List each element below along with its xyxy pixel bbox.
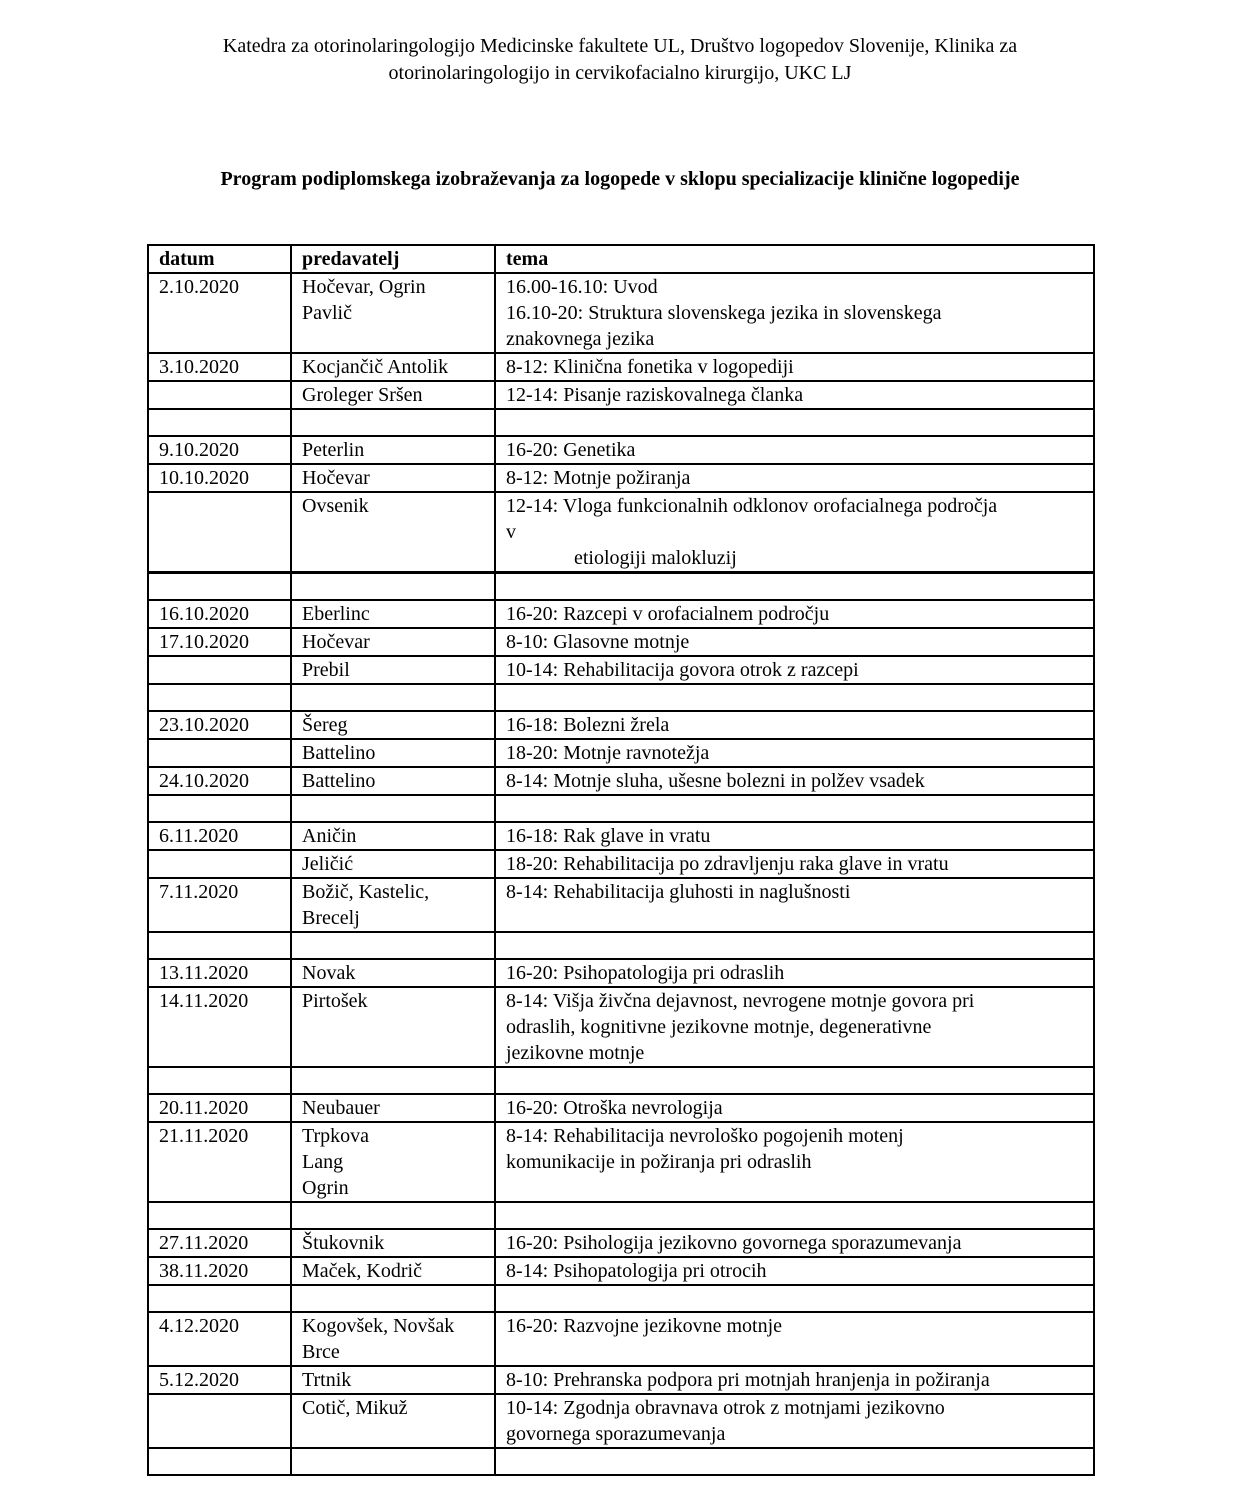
cell-predavatelj: [291, 1094, 495, 1122]
cell-tema: [495, 1366, 1094, 1394]
cell-datum: 20.11.2020: [148, 1094, 291, 1122]
cell-tema-line: 8-14: Višja živčna dejavnost, nevrogene motnje govora pri: [506, 990, 975, 1012]
cell-tema: [495, 1312, 1094, 1366]
cell-datum: 6.11.2020: [148, 822, 291, 850]
cell-datum: [148, 1285, 291, 1312]
cell-predavatelj: [291, 409, 495, 436]
cell-datum: 27.11.2020: [148, 1229, 291, 1257]
cell-tema-line: 8-10: Prehranska podpora pri motnjah hranjenja in požiranja: [506, 1369, 990, 1391]
cell-predavatelj: [291, 600, 495, 628]
cell-datum: 38.11.2020: [148, 1257, 291, 1285]
cell-predavatelj: [291, 1366, 495, 1394]
document-title: Program podiplomskega izobraževanja za logopede v sklopu specializacije klinične logopedije: [220, 168, 1020, 190]
cell-tema-line: 12-14: Vloga funkcionalnih odklonov orofacialnega področja: [506, 495, 998, 517]
cell-predavatelj-line: Neubauer: [302, 1097, 380, 1119]
cell-datum: [148, 795, 291, 822]
cell-predavatelj-line: Prebil: [302, 659, 350, 681]
cell-predavatelj: [291, 1285, 495, 1312]
table-spacer-row: [148, 573, 1094, 601]
header-line-2: otorinolaringologijo in cervikofacialno kirurgijo, UKC LJ: [388, 62, 852, 84]
cell-predavatelj: [291, 850, 495, 878]
cell-tema: [495, 795, 1094, 822]
document-header: [0, 33, 1240, 87]
cell-tema-line: 8-10: Glasovne motnje: [506, 631, 690, 653]
cell-datum: [148, 739, 291, 767]
table-header-row: [148, 245, 1094, 273]
table-row: [148, 273, 1094, 353]
cell-datum: [148, 1202, 291, 1229]
cell-datum: 17.10.2020: [148, 628, 291, 656]
cell-predavatelj: [291, 767, 495, 795]
cell-tema: [495, 1122, 1094, 1202]
table-row: [148, 628, 1094, 656]
cell-datum: [148, 850, 291, 878]
cell-predavatelj: [291, 573, 495, 601]
cell-predavatelj-line: Kogovšek, Novšak: [302, 1315, 455, 1337]
cell-predavatelj-line: Lang: [302, 1151, 344, 1173]
table-spacer-row: [148, 1448, 1094, 1475]
cell-predavatelj: [291, 822, 495, 850]
schedule-body: [148, 273, 1094, 1475]
cell-predavatelj: [291, 628, 495, 656]
table-row: [148, 987, 1094, 1067]
table-row: [148, 464, 1094, 492]
cell-tema: [495, 932, 1094, 959]
cell-datum: [148, 932, 291, 959]
table-row: [148, 1312, 1094, 1366]
cell-tema: [495, 1394, 1094, 1448]
cell-tema-line: 16-20: Psihologija jezikovno govornega sporazumevanja: [506, 1232, 962, 1254]
cell-tema-line: 8-12: Klinična fonetika v logopediji: [506, 356, 794, 378]
cell-datum: 3.10.2020: [148, 353, 291, 381]
cell-predavatelj: [291, 1229, 495, 1257]
cell-tema: [495, 711, 1094, 739]
cell-tema-line: komunikacije in požiranja pri odraslih: [506, 1151, 812, 1173]
table-row: [148, 959, 1094, 987]
cell-tema: [495, 959, 1094, 987]
cell-predavatelj-line: Ovsenik: [302, 495, 369, 517]
cell-predavatelj: [291, 1257, 495, 1285]
cell-predavatelj: [291, 1448, 495, 1475]
table-row: [148, 1257, 1094, 1285]
cell-predavatelj-line: Aničin: [302, 825, 357, 847]
cell-tema-line: 8-14: Rehabilitacija gluhosti in naglušnosti: [506, 881, 851, 903]
cell-tema: [495, 600, 1094, 628]
cell-datum: 16.10.2020: [148, 600, 291, 628]
cell-tema: [495, 381, 1094, 409]
table-row: [148, 436, 1094, 464]
cell-predavatelj-line: Božič, Kastelic,: [302, 881, 430, 903]
column-header-datum: datum: [148, 245, 291, 273]
cell-datum: 7.11.2020: [148, 878, 291, 932]
table-spacer-row: [148, 795, 1094, 822]
cell-tema-line: 16.00-16.10: Uvod: [506, 276, 658, 298]
cell-tema-line: 10-14: Rehabilitacija govora otrok z razcepi: [506, 659, 859, 681]
cell-datum: 9.10.2020: [148, 436, 291, 464]
cell-datum: 14.11.2020: [148, 987, 291, 1067]
cell-datum: 13.11.2020: [148, 959, 291, 987]
cell-tema-line: 12-14: Pisanje raziskovalnega članka: [506, 384, 804, 406]
cell-datum: [148, 1448, 291, 1475]
cell-predavatelj: [291, 711, 495, 739]
cell-predavatelj: [291, 684, 495, 711]
cell-predavatelj-line: Pavlič: [302, 302, 352, 324]
cell-tema: [495, 464, 1094, 492]
cell-predavatelj-line: Peterlin: [302, 439, 365, 461]
cell-tema-line: jezikovne motnje: [506, 1042, 645, 1064]
table-spacer-row: [148, 409, 1094, 436]
cell-tema-line: 16-20: Genetika: [506, 439, 636, 461]
cell-predavatelj: [291, 987, 495, 1067]
cell-tema: [495, 987, 1094, 1067]
cell-predavatelj: [291, 381, 495, 409]
cell-tema-line: govornega sporazumevanja: [506, 1423, 726, 1445]
cell-predavatelj-line: Pirtošek: [302, 990, 368, 1012]
cell-tema: [495, 767, 1094, 795]
cell-predavatelj-line: Cotič, Mikuž: [302, 1397, 408, 1419]
cell-datum: 2.10.2020: [148, 273, 291, 353]
table-spacer-row: [148, 684, 1094, 711]
table-spacer-row: [148, 1067, 1094, 1094]
cell-tema: [495, 822, 1094, 850]
cell-tema-line: 16-20: Otroška nevrologija: [506, 1097, 723, 1119]
table-row: [148, 1366, 1094, 1394]
cell-predavatelj: [291, 353, 495, 381]
cell-tema: [495, 409, 1094, 436]
cell-tema: [495, 436, 1094, 464]
cell-datum: 21.11.2020: [148, 1122, 291, 1202]
cell-tema-line: 18-20: Rehabilitacija po zdravljenju raka glave in vratu: [506, 853, 949, 875]
cell-datum: 23.10.2020: [148, 711, 291, 739]
cell-predavatelj: [291, 1202, 495, 1229]
cell-predavatelj-line: Hočevar: [302, 467, 370, 489]
cell-predavatelj-line: Hočevar, Ogrin: [302, 276, 426, 298]
cell-predavatelj-line: Brecelj: [302, 907, 360, 929]
cell-tema-line: etiologiji malokluzij: [574, 547, 737, 569]
column-header-predavatelj: predavatelj: [291, 245, 495, 273]
cell-tema-line: 18-20: Motnje ravnotežja: [506, 742, 710, 764]
table-row: [148, 767, 1094, 795]
cell-datum: 5.12.2020: [148, 1366, 291, 1394]
cell-predavatelj-line: Hočevar: [302, 631, 370, 653]
cell-tema: [495, 628, 1094, 656]
cell-predavatelj: [291, 436, 495, 464]
table-row: [148, 1122, 1094, 1202]
cell-predavatelj: [291, 1067, 495, 1094]
cell-tema-line: 8-12: Motnje požiranja: [506, 467, 691, 489]
cell-predavatelj: [291, 1394, 495, 1448]
cell-tema: [495, 1067, 1094, 1094]
cell-tema: [495, 353, 1094, 381]
table-spacer-row: [148, 932, 1094, 959]
table-row: [148, 492, 1094, 573]
table-row: [148, 850, 1094, 878]
cell-predavatelj-line: Štukovnik: [302, 1232, 385, 1254]
cell-predavatelj: [291, 464, 495, 492]
cell-tema: [495, 1202, 1094, 1229]
cell-datum: 24.10.2020: [148, 767, 291, 795]
cell-tema: [495, 1229, 1094, 1257]
cell-tema-line: 16-20: Razvojne jezikovne motnje: [506, 1315, 783, 1337]
table-row: [148, 656, 1094, 684]
cell-tema-line: 16.10-20: Struktura slovenskega jezika in slovenskega: [506, 302, 942, 324]
cell-predavatelj-line: Novak: [302, 962, 356, 984]
cell-tema: [495, 739, 1094, 767]
cell-tema-line: 8-14: Psihopatologija pri otrocih: [506, 1260, 767, 1282]
table-row: [148, 600, 1094, 628]
table-spacer-row: [148, 1202, 1094, 1229]
cell-tema-line: znakovnega jezika: [506, 328, 655, 350]
cell-predavatelj-line: Battelino: [302, 742, 376, 764]
cell-tema-line: odraslih, kognitivne jezikovne motnje, degenerativne: [506, 1016, 932, 1038]
table-row: [148, 1394, 1094, 1448]
cell-tema: [495, 573, 1094, 601]
cell-tema: [495, 492, 1094, 573]
cell-predavatelj: [291, 273, 495, 353]
table-row: [148, 822, 1094, 850]
cell-tema: [495, 656, 1094, 684]
cell-predavatelj: [291, 739, 495, 767]
table-row: [148, 878, 1094, 932]
cell-predavatelj: [291, 959, 495, 987]
cell-predavatelj: [291, 656, 495, 684]
cell-tema: [495, 1094, 1094, 1122]
cell-tema: [495, 878, 1094, 932]
cell-predavatelj-line: Šereg: [302, 714, 348, 736]
cell-tema: [495, 1257, 1094, 1285]
cell-predavatelj-line: Ogrin: [302, 1177, 349, 1199]
cell-predavatelj: [291, 1312, 495, 1366]
cell-datum: [148, 656, 291, 684]
cell-predavatelj-line: Jeličić: [302, 853, 354, 875]
cell-predavatelj-line: Trtnik: [302, 1369, 352, 1391]
cell-tema: [495, 273, 1094, 353]
cell-predavatelj: [291, 1122, 495, 1202]
cell-tema: [495, 1285, 1094, 1312]
table-row: [148, 1094, 1094, 1122]
table-row: [148, 353, 1094, 381]
cell-datum: [148, 1394, 291, 1448]
cell-datum: 10.10.2020: [148, 464, 291, 492]
table-row: [148, 1229, 1094, 1257]
header-line-1: Katedra za otorinolaringologijo Medicinske fakultete UL, Društvo logopedov Slovenije, Klinika za: [222, 35, 1018, 57]
cell-datum: [148, 684, 291, 711]
table-row: [148, 711, 1094, 739]
cell-tema-line: v: [506, 521, 516, 543]
cell-predavatelj-line: Groleger Sršen: [302, 384, 423, 406]
cell-predavatelj: [291, 932, 495, 959]
table-spacer-row: [148, 1285, 1094, 1312]
cell-predavatelj: [291, 878, 495, 932]
cell-predavatelj: [291, 795, 495, 822]
table-row: [148, 381, 1094, 409]
cell-predavatelj-line: Trpkova: [302, 1125, 370, 1147]
cell-datum: [148, 409, 291, 436]
cell-tema-line: 16-18: Bolezni žrela: [506, 714, 670, 736]
cell-tema: [495, 684, 1094, 711]
cell-predavatelj-line: Eberlinc: [302, 603, 370, 625]
cell-datum: [148, 381, 291, 409]
table-row: [148, 739, 1094, 767]
cell-datum: 4.12.2020: [148, 1312, 291, 1366]
cell-tema-line: 16-20: Psihopatologija pri odraslih: [506, 962, 785, 984]
cell-predavatelj-line: Battelino: [302, 770, 376, 792]
cell-datum: [148, 492, 291, 573]
cell-predavatelj: [291, 492, 495, 573]
column-header-tema: tema: [495, 245, 1094, 273]
cell-predavatelj-line: Maček, Kodrič: [302, 1260, 422, 1282]
cell-tema-line: 16-18: Rak glave in vratu: [506, 825, 711, 847]
cell-datum: [148, 1067, 291, 1094]
cell-tema-line: 16-20: Razcepi v orofacialnem področju: [506, 603, 830, 625]
cell-predavatelj-line: Kocjančič Antolik: [302, 356, 449, 378]
cell-datum: [148, 573, 291, 601]
schedule-table: [147, 244, 1095, 1476]
cell-tema: [495, 850, 1094, 878]
cell-tema: [495, 1448, 1094, 1475]
cell-tema-line: 8-14: Rehabilitacija nevrološko pogojenih motenj: [506, 1125, 904, 1147]
cell-tema-line: 10-14: Zgodnja obravnava otrok z motnjami jezikovno: [506, 1397, 945, 1419]
cell-tema-line: 8-14: Motnje sluha, ušesne bolezni in polžev vsadek: [506, 770, 925, 792]
cell-predavatelj-line: Brce: [302, 1341, 340, 1363]
